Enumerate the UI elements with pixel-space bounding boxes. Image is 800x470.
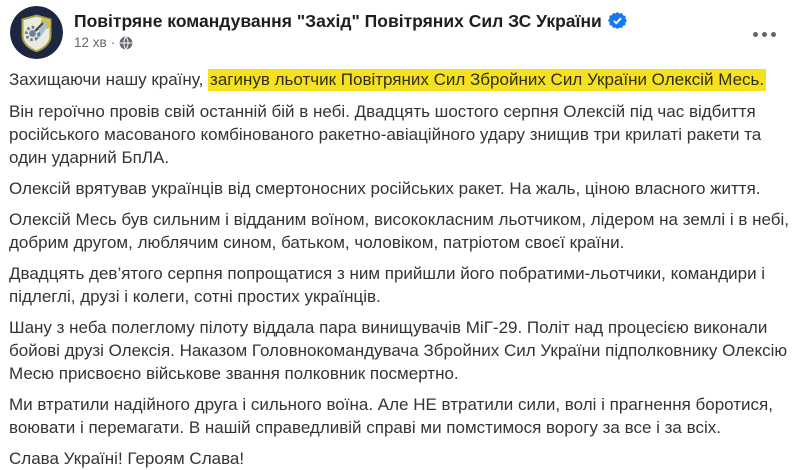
air-command-emblem-icon bbox=[10, 6, 63, 59]
post-meta bbox=[74, 35, 627, 50]
post-paragraph: Він героїчно провів свій останній бій в небі. Двадцять шостого серпня Олексій під час відбиття російського масованого комбінованого ракетно-авіаційного удару знищив три крилаті ракети та один ударний БпЛА. bbox=[9, 102, 762, 167]
post-paragraph: Слава Україні! Героям Слава! bbox=[9, 449, 245, 468]
page-name[interactable]: Повітряне командування "Захід" Повітряних Сил ЗС України bbox=[74, 11, 602, 31]
dot bbox=[762, 32, 767, 37]
post-body bbox=[0, 68, 800, 470]
dot bbox=[753, 32, 758, 37]
lead-text: Захищаючи нашу країну, bbox=[9, 70, 209, 89]
post-header bbox=[0, 0, 800, 59]
post-paragraph: Двадцять дев’ятого серпня попрощатися з ним прийшли його побратими-льотчики, командири і підлеглі, друзі і колеги, сотні простих українців. bbox=[9, 264, 766, 306]
post-paragraph: Шану з неба полеглому пілоту віддала пара винищувачів МіГ-29. Політ над процесією виконали бойові друзі Олексія. Наказом Головнокомандувача Збройних Сил України підполковнику Олексію Месю присвоєно військове звання полковник посмертно. bbox=[9, 318, 788, 383]
meta-separator: · bbox=[110, 35, 116, 50]
header-text bbox=[74, 6, 627, 50]
post-paragraph: Ми втратили надійного друга і сильного воїна. Але НЕ втратили сили, волі і прагнення боротися, воювати і перемагати. В нашій справедливій справі ми помстимося ворогу за все і за всіх. bbox=[9, 395, 773, 437]
dot bbox=[771, 32, 776, 37]
highlighted-text: загинув льотчик Повітряних Сил Збройних Сил України Олексій Месь. bbox=[210, 70, 765, 89]
globe-icon bbox=[119, 36, 133, 50]
post-paragraph: Олексій Месь був сильним і відданим воїном, висококласним льотчиком, лідером на землі і в небі, добрим другом, люблячим сином, батьком, чоловіком, патріотом своєї країни. bbox=[9, 210, 790, 252]
post-timestamp[interactable]: 12 хв bbox=[74, 35, 107, 50]
post-options-button[interactable] bbox=[747, 26, 782, 43]
post-paragraph: Олексій врятував українців від смертоносних російських ракет. На жаль, ціною власного життя. bbox=[9, 179, 761, 198]
post-paragraphs bbox=[9, 100, 791, 470]
verified-badge-icon bbox=[608, 12, 627, 31]
post-paragraph-lead bbox=[9, 68, 791, 91]
page-avatar[interactable] bbox=[10, 6, 63, 59]
